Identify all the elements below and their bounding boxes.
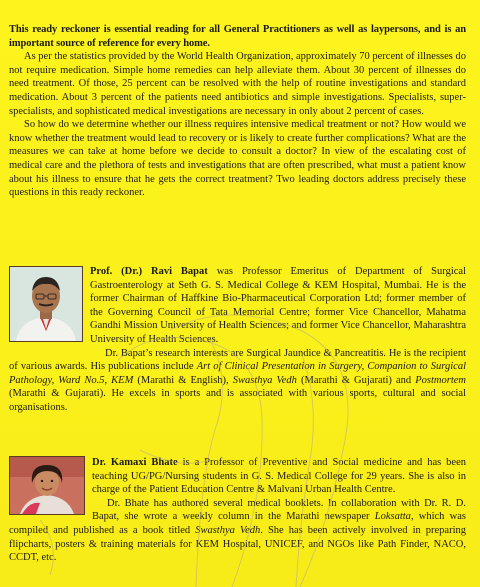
author-bapat-bio-1: was Professor Emeritus of Department of Surgical Gastroenterology at Seth G. S. Medical College & KEM Hospital, Mumbai. He is the former Chairman of Haffkine Bio-Pharmaceutical Corporation Ltd; former member of the Governing Council of Tata Memorial Centre; former Vice Chancellor, Mahatma Gandhi Mission University of Health Sciences; and former Vice Chancellor, Maharashtra University of Health Sciences.	[90, 266, 466, 345]
book-swasthya-vedh: Swasthya Vedh	[195, 524, 261, 536]
author-bhate-bio-2c: . She has been actively involved in preparing flipcharts, posters & training materials for KEM Hospital, UNICEF, and NGOs like Path Finder, NACO, CCDT, etc.	[9, 524, 466, 564]
publication-swasthya-vedh: Swasthya Vedh	[232, 374, 297, 386]
author-bapat-bio-2b: (Marathi & English),	[133, 374, 233, 386]
intro-section	[9, 23, 466, 200]
author-bhate-name: Dr. Kamaxi Bhate	[92, 457, 178, 468]
author-bapat-bio-2: Dr. Bapat’s research interests are Surgical Jaundice & Pancreatitis. He is the recipient of various awards. His publications include	[9, 347, 466, 373]
author-bapat-name: Prof. (Dr.) Ravi Bapat	[90, 266, 208, 277]
author-bhate-section	[9, 456, 466, 565]
newspaper-loksatta: Loksatta	[374, 511, 411, 523]
author-bapat-bio-2c: (Marathi & Gujarati) and	[296, 374, 416, 386]
intro-paragraph-1: As per the statistics provided by the World Health Organization, approximately 70 percent of illnesses do not require medication. Simple home remedies can help alleviate them. About 30 percent of illnesses do need treatment. Of those, 25 percent can be resolved with the help of routine investigations and standard medication. About 3 percent of the patients need antibiotics and simple investigations. Specialists, super-specialists, and sophisticated medical investigations are necessary in only about 2 percent of cases.	[9, 51, 466, 117]
author-bhate-bio-2: Dr. Bhate has authored several medical booklets. In collaboration with Dr. R. D. Bapat, she wrote a weekly column in the Marathi newspaper	[92, 497, 466, 523]
publication-titles: Art of Clinical Presentation in Surgery, Companion to Surgical Pathology, Ward No.5, KEM	[9, 361, 466, 386]
intro-lead: This ready reckoner is essential reading for all General Practitioners as well as laypersons, and is an important source of reference for every home.	[9, 24, 466, 49]
author-bapat-bio-2d: (Marathi & Gujarati). He excels in sports and is associated with various sports, cultural and social organisations.	[9, 388, 466, 413]
publication-postmortem: Postmortem	[415, 374, 466, 386]
intro-paragraph-2: So how do we determine whether our illness requires intensive medical treatment or not? How would we know whether the treatment would lead to recovery or is likely to create further complications? What are the measures we can take at home before we decide to consult a doctor? In view of the escalating cost of medical care and the plethora of tests and investigations that are often prescribed, what must a patient know about his illness to ensure that he gets the correct treatment? Two leading doctors address precisely these questions in this ready reckoner.	[9, 119, 466, 199]
author-bhate-bio-2b: , which was compiled and published as a book titled	[9, 511, 466, 536]
author-bapat-section	[9, 265, 466, 415]
author-bhate-bio-1: is a Professor of Preventive and Social medicine and has been teaching UG/PG/Nursing students in G. S. Medical College for 29 years. She is also in charge of the Patient Education Centre & Malvani Urban Health Centre.	[92, 457, 466, 496]
